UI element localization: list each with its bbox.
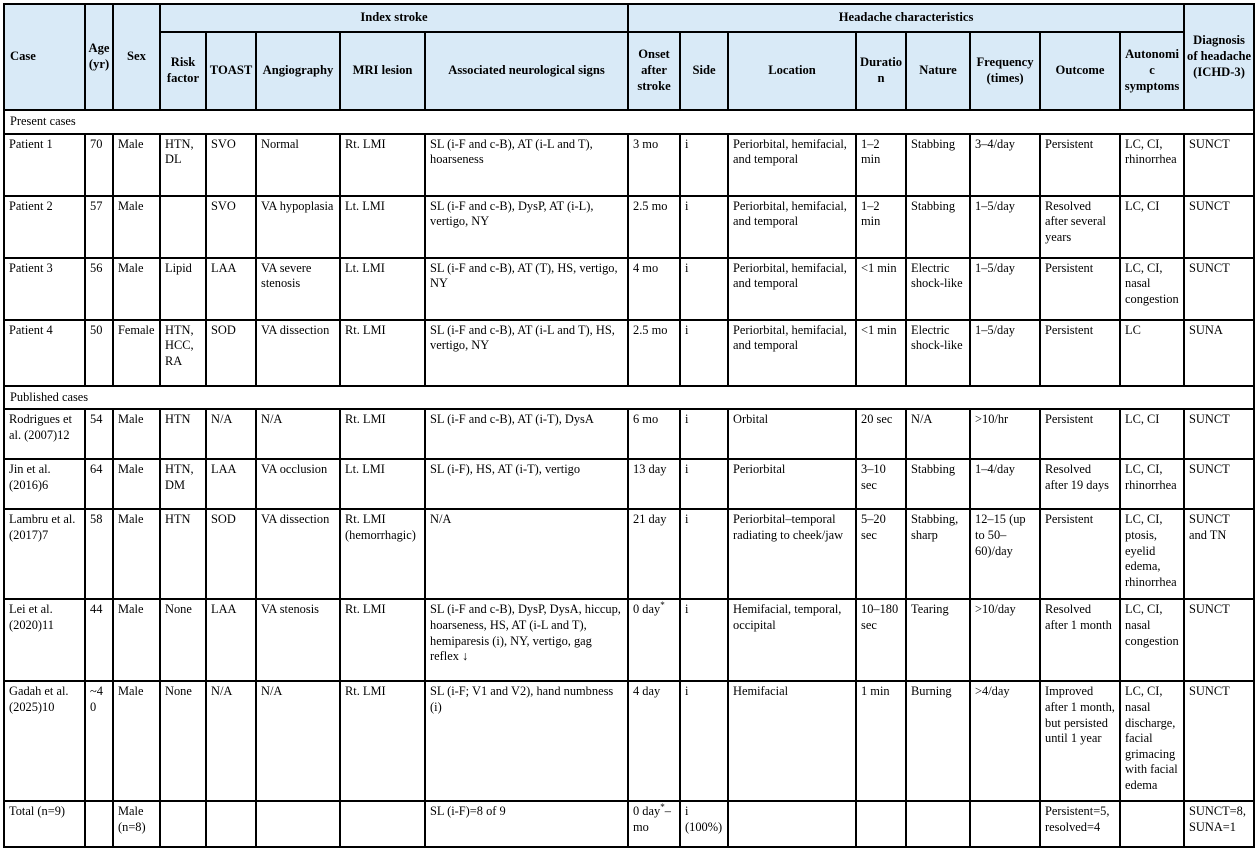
cell-location: Periorbital, hemifacial, and temporal [728, 320, 856, 386]
cell-nature: Stabbing [906, 196, 970, 258]
cell-autonomic: LC, CI, ptosis, eyelid edema, rhinorrhea [1120, 509, 1184, 599]
cell-frequency: 1–5/day [970, 258, 1040, 320]
cell-angio: N/A [256, 409, 340, 459]
cell-sex: Male [113, 196, 160, 258]
cell-autonomic: LC, CI, nasal congestion [1120, 258, 1184, 320]
cell-outcome: Persistent [1040, 320, 1120, 386]
cell-side: i (100%) [680, 801, 728, 847]
header-group-index-stroke: Index stroke [160, 4, 628, 32]
cell-age: 56 [85, 258, 113, 320]
cell-angio: VA dissection [256, 509, 340, 599]
table-row [4, 509, 1254, 599]
cell-age: ~40 [85, 681, 113, 801]
cell-diagnosis: SUNCT [1184, 196, 1254, 258]
cell-autonomic: LC, CI, rhinorrhea [1120, 134, 1184, 196]
cell-outcome: Persistent [1040, 509, 1120, 599]
cell-risk: HTN [160, 509, 206, 599]
header-case: Case [4, 4, 85, 110]
cell-frequency: 12–15 (up to 50–60)/day [970, 509, 1040, 599]
cell-sex: Male [113, 134, 160, 196]
table-row [4, 320, 1254, 386]
cell-sex: Female [113, 320, 160, 386]
cell-angio: VA stenosis [256, 599, 340, 681]
cell-location: Periorbital [728, 459, 856, 509]
cell-duration [856, 801, 906, 847]
cell-side: i [680, 409, 728, 459]
cell-age: 70 [85, 134, 113, 196]
cell-age: 54 [85, 409, 113, 459]
cell-mri: Rt. LMI [340, 320, 425, 386]
cell-duration: 3–10 sec [856, 459, 906, 509]
cell-nature: Electric shock-like [906, 320, 970, 386]
cell-mri: Rt. LMI [340, 409, 425, 459]
cell-case: Total (n=9) [4, 801, 85, 847]
table-header [4, 4, 1254, 110]
cell-case: Gadah et al. (2025)10 [4, 681, 85, 801]
header-nature: Nature [906, 32, 970, 110]
cell-angio: N/A [256, 681, 340, 801]
cell-onset: 6 mo [628, 409, 680, 459]
cell-autonomic: LC, CI [1120, 409, 1184, 459]
cell-toast: LAA [206, 258, 256, 320]
cell-outcome: Persistent [1040, 258, 1120, 320]
cell-location: Periorbital, hemifacial, and temporal [728, 258, 856, 320]
cell-onset: 2.5 mo [628, 320, 680, 386]
footnote-asterisk: * [660, 802, 665, 813]
section-label: Published cases [4, 386, 1254, 410]
cell-autonomic: LC [1120, 320, 1184, 386]
cell-sex: Male [113, 509, 160, 599]
cell-frequency: >4/day [970, 681, 1040, 801]
cell-autonomic: LC, CI, rhinorrhea [1120, 459, 1184, 509]
cell-risk: HTN, HCC, RA [160, 320, 206, 386]
cell-autonomic: LC, CI, nasal discharge, facial grimacing with facial edema [1120, 681, 1184, 801]
cell-case: Patient 4 [4, 320, 85, 386]
cell-toast: SVO [206, 196, 256, 258]
table-row [4, 196, 1254, 258]
cell-age: 44 [85, 599, 113, 681]
cell-diagnosis: SUNCT [1184, 134, 1254, 196]
cell-signs: SL (i-F and c-B), AT (i-L and T), HS, vertigo, NY [425, 320, 628, 386]
cell-case: Jin et al. (2016)6 [4, 459, 85, 509]
cell-nature: Stabbing, sharp [906, 509, 970, 599]
cell-mri: Lt. LMI [340, 258, 425, 320]
header-autonomic: Autonomic symptoms [1120, 32, 1184, 110]
cell-frequency: 3–4/day [970, 134, 1040, 196]
cell-case: Patient 3 [4, 258, 85, 320]
cell-onset: 21 day [628, 509, 680, 599]
header-risk-factor: Risk factor [160, 32, 206, 110]
cell-mri: Rt. LMI [340, 681, 425, 801]
cell-sex: Male [113, 409, 160, 459]
cell-side: i [680, 681, 728, 801]
cell-case: Patient 2 [4, 196, 85, 258]
cell-nature: Electric shock-like [906, 258, 970, 320]
cell-angio [256, 801, 340, 847]
cell-sex: Male (n=8) [113, 801, 160, 847]
cell-angio: Normal [256, 134, 340, 196]
cell-side: i [680, 509, 728, 599]
cell-signs: N/A [425, 509, 628, 599]
header-group-headache: Headache characteristics [628, 4, 1184, 32]
cell-autonomic: LC, CI, nasal congestion [1120, 599, 1184, 681]
cell-outcome: Resolved after several years [1040, 196, 1120, 258]
header-outcome: Outcome [1040, 32, 1120, 110]
cell-side: i [680, 196, 728, 258]
cell-angio: VA dissection [256, 320, 340, 386]
header-age: Age (yr) [85, 4, 113, 110]
cell-frequency [970, 801, 1040, 847]
table-row [4, 409, 1254, 459]
cell-onset: 0 day*– mo [628, 801, 680, 847]
cell-mri: Rt. LMI [340, 134, 425, 196]
cell-age: 57 [85, 196, 113, 258]
cell-outcome: Persistent=5, resolved=4 [1040, 801, 1120, 847]
cell-age: 58 [85, 509, 113, 599]
header-angiography: Angiography [256, 32, 340, 110]
cell-side: i [680, 258, 728, 320]
cell-signs: SL (i-F and c-B), DysP, DysA, hiccup, hoarseness, HS, AT (i-L and T), hemiparesis (i), NY, vertigo, gag reflex ↓ [425, 599, 628, 681]
cell-nature: Stabbing [906, 459, 970, 509]
section-row [4, 110, 1254, 134]
cell-signs: SL (i-F; V1 and V2), hand numbness (i) [425, 681, 628, 801]
cell-outcome: Persistent [1040, 134, 1120, 196]
table-row [4, 599, 1254, 681]
cell-case: Patient 1 [4, 134, 85, 196]
cell-duration: <1 min [856, 258, 906, 320]
cell-risk: Lipid [160, 258, 206, 320]
cell-onset: 3 mo [628, 134, 680, 196]
cell-nature: Burning [906, 681, 970, 801]
cell-duration: 5–20 sec [856, 509, 906, 599]
cell-autonomic: LC, CI [1120, 196, 1184, 258]
cell-outcome: Improved after 1 month, but persisted until 1 year [1040, 681, 1120, 801]
header-neurological-signs: Associated neurological signs [425, 32, 628, 110]
cell-angio: VA occlusion [256, 459, 340, 509]
cell-frequency: 1–5/day [970, 196, 1040, 258]
cell-nature: Stabbing [906, 134, 970, 196]
table-row [4, 681, 1254, 801]
cell-diagnosis: SUNA [1184, 320, 1254, 386]
header-duration: Duration [856, 32, 906, 110]
cell-duration: 1–2 min [856, 196, 906, 258]
cell-risk: None [160, 599, 206, 681]
cell-diagnosis: SUNCT [1184, 599, 1254, 681]
table-row-total [4, 801, 1254, 847]
cell-location: Hemifacial, temporal, occipital [728, 599, 856, 681]
cell-outcome: Resolved after 1 month [1040, 599, 1120, 681]
cell-duration: 1–2 min [856, 134, 906, 196]
cell-frequency: >10/hr [970, 409, 1040, 459]
cell-sex: Male [113, 459, 160, 509]
section-row [4, 386, 1254, 410]
header-location: Location [728, 32, 856, 110]
header-side: Side [680, 32, 728, 110]
header-sex: Sex [113, 4, 160, 110]
cell-diagnosis: SUNCT [1184, 681, 1254, 801]
cell-frequency: 1–4/day [970, 459, 1040, 509]
cell-duration: <1 min [856, 320, 906, 386]
cell-sex: Male [113, 258, 160, 320]
cell-outcome: Resolved after 19 days [1040, 459, 1120, 509]
case-report-table [3, 3, 1255, 848]
header-toast: TOAST [206, 32, 256, 110]
cell-mri [340, 801, 425, 847]
cell-risk: HTN, DM [160, 459, 206, 509]
header-frequency: Frequency (times) [970, 32, 1040, 110]
cell-nature: Tearing [906, 599, 970, 681]
cell-signs: SL (i-F and c-B), AT (i-T), DysA [425, 409, 628, 459]
cell-diagnosis: SUNCT=8, SUNA=1 [1184, 801, 1254, 847]
cell-signs: SL (i-F)=8 of 9 [425, 801, 628, 847]
cell-mri: Lt. LMI [340, 196, 425, 258]
cell-duration: 20 sec [856, 409, 906, 459]
cell-onset: 4 mo [628, 258, 680, 320]
cell-sex: Male [113, 599, 160, 681]
section-label: Present cases [4, 110, 1254, 134]
cell-diagnosis: SUNCT [1184, 459, 1254, 509]
cell-location: Orbital [728, 409, 856, 459]
header-onset: Onset after stroke [628, 32, 680, 110]
cell-case: Lambru et al. (2017)7 [4, 509, 85, 599]
cell-nature: N/A [906, 409, 970, 459]
cell-onset: 4 day [628, 681, 680, 801]
cell-signs: SL (i-F and c-B), DysP, AT (i-L), vertigo, NY [425, 196, 628, 258]
cell-diagnosis: SUNCT [1184, 258, 1254, 320]
table-body [4, 110, 1254, 847]
cell-age: 50 [85, 320, 113, 386]
table-row [4, 459, 1254, 509]
cell-side: i [680, 459, 728, 509]
header-mri-lesion: MRI lesion [340, 32, 425, 110]
cell-location: Periorbital, hemifacial, and temporal [728, 196, 856, 258]
footnote-asterisk: * [660, 600, 665, 611]
cell-mri: Lt. LMI [340, 459, 425, 509]
table-row [4, 134, 1254, 196]
cell-side: i [680, 320, 728, 386]
cell-signs: SL (i-F and c-B), AT (T), HS, vertigo, NY [425, 258, 628, 320]
cell-onset: 0 day* [628, 599, 680, 681]
cell-duration: 10–180 sec [856, 599, 906, 681]
cell-location: Hemifacial [728, 681, 856, 801]
cell-case: Lei et al. (2020)11 [4, 599, 85, 681]
cell-signs: SL (i-F and c-B), AT (i-L and T), hoarseness [425, 134, 628, 196]
cell-risk [160, 801, 206, 847]
cell-nature [906, 801, 970, 847]
cell-duration: 1 min [856, 681, 906, 801]
cell-toast: LAA [206, 459, 256, 509]
cell-angio: VA hypoplasia [256, 196, 340, 258]
cell-toast: SOD [206, 320, 256, 386]
cell-age [85, 801, 113, 847]
cell-toast: N/A [206, 409, 256, 459]
cell-signs: SL (i-F), HS, AT (i-T), vertigo [425, 459, 628, 509]
cell-risk: None [160, 681, 206, 801]
cell-location [728, 801, 856, 847]
cell-sex: Male [113, 681, 160, 801]
cell-mri: Rt. LMI (hemorrhagic) [340, 509, 425, 599]
cell-frequency: >10/day [970, 599, 1040, 681]
cell-angio: VA severe stenosis [256, 258, 340, 320]
cell-toast [206, 801, 256, 847]
header-diagnosis: Diagnosis of headache (ICHD-3) [1184, 4, 1254, 110]
cell-onset: 2.5 mo [628, 196, 680, 258]
cell-risk: HTN, DL [160, 134, 206, 196]
cell-toast: SVO [206, 134, 256, 196]
cell-outcome: Persistent [1040, 409, 1120, 459]
table-row [4, 258, 1254, 320]
cell-diagnosis: SUNCT [1184, 409, 1254, 459]
cell-case: Rodrigues et al. (2007)12 [4, 409, 85, 459]
cell-toast: N/A [206, 681, 256, 801]
cell-location: Periorbital–temporal radiating to cheek/jaw [728, 509, 856, 599]
cell-risk: HTN [160, 409, 206, 459]
cell-risk [160, 196, 206, 258]
cell-side: i [680, 599, 728, 681]
cell-frequency: 1–5/day [970, 320, 1040, 386]
cell-location: Periorbital, hemifacial, and temporal [728, 134, 856, 196]
cell-toast: LAA [206, 599, 256, 681]
cell-side: i [680, 134, 728, 196]
cell-autonomic [1120, 801, 1184, 847]
cell-age: 64 [85, 459, 113, 509]
cell-toast: SOD [206, 509, 256, 599]
cell-diagnosis: SUNCT and TN [1184, 509, 1254, 599]
cell-onset: 13 day [628, 459, 680, 509]
cell-mri: Rt. LMI [340, 599, 425, 681]
